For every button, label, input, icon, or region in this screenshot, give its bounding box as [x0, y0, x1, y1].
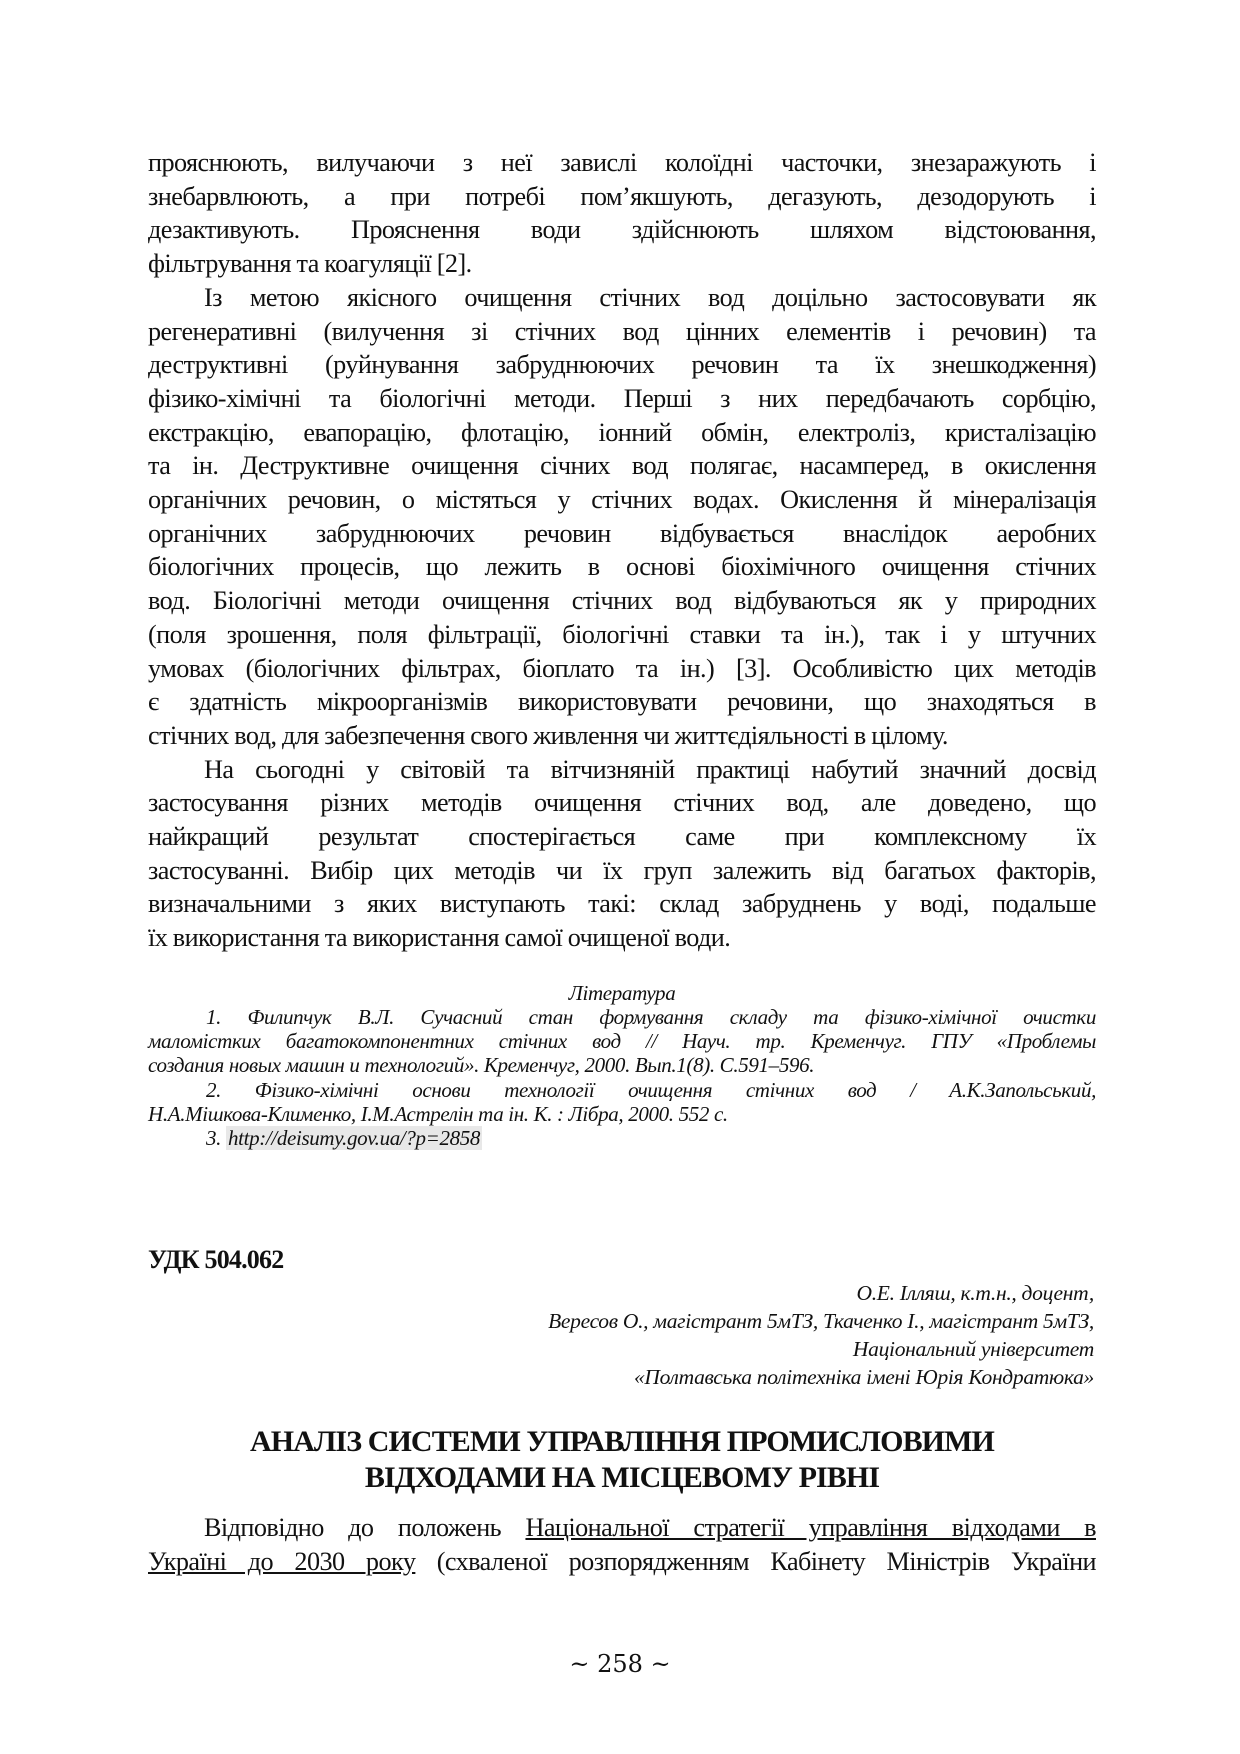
reference-item-2 [148, 1078, 1096, 1126]
text-line: застосуванні. Вибір цих методів чи їх груп залежить від багатьох факторів, [148, 855, 1096, 885]
text-line: умовах (біологічних фільтрах, біоплато та ін.) [3]. Особливістю цих методів [148, 653, 1096, 683]
article-title-line: ВІДХОДАМИ НА МІСЦЕВОМУ РІВНІ [364, 1461, 880, 1494]
reference-line [148, 1126, 1096, 1150]
article-title [148, 1424, 1096, 1496]
reference-line: 2. Фізико-хімічні основи технології очищення стічних вод / А.К.Запольський, [206, 1077, 1096, 1102]
reference-url-link[interactable]: http://deisumy.gov.ua/?p=2858 [227, 1126, 481, 1151]
text-line: регенеративні (вилучення зі стічних вод цінних елементів і речовин) та [148, 316, 1096, 346]
authors-block [548, 1279, 1094, 1391]
article-title-line: АНАЛІЗ СИСТЕМИ УПРАВЛІННЯ ПРОМИСЛОВИМИ [250, 1425, 994, 1458]
text-line: найкращий результат спостерігається саме при комплексному їх [148, 822, 1096, 852]
author-line: Вересов О., магістрант 5мТЗ, Ткаченко І., магістрант 5мТЗ, [548, 1309, 1094, 1333]
text-line: дезактивують. Прояснення води здійснюють шляхом відстоювання, [148, 215, 1096, 245]
intro-text: Відповідно до положень [204, 1513, 526, 1542]
text-line [148, 1545, 1096, 1579]
text-line: Із метою якісного очищення стічних вод доцільно застосовувати як [204, 282, 1096, 312]
reference-item-1 [148, 1005, 1096, 1078]
paragraph-treatment-methods [148, 281, 1096, 753]
text-line: стічних вод, для забезпечення свого живлення чи життєдіяльності в цілому. [148, 720, 948, 750]
text-line: визначальними з яких виступають такі: склад забруднень у воді, подальше [148, 889, 1096, 919]
text-line: є здатність мікроорганізмів використовувати речовини, що знаходяться в [148, 687, 1096, 717]
references-title: Література [568, 980, 676, 1005]
reference-line: 1. Филипчук В.Л. Сучасний стан формування складу та фізико-хімічної очистки [206, 1005, 1096, 1030]
reference-number: 3. [206, 1126, 222, 1151]
reference-line: создания новых машин и технологий». Кременчуг, 2000. Вып.1(8). С.591–596. [148, 1053, 815, 1078]
text-line: вод. Біологічні методи очищення стічних вод відбуваються як у природних [148, 586, 1096, 616]
article-intro-paragraph [148, 1511, 1096, 1578]
reference-line: маломістких багатокомпонентних стічних вод // Науч. тр. Кременчуг. ГПУ «Проблемы [148, 1029, 1096, 1054]
paragraph-practice [148, 753, 1096, 955]
text-line: (поля зрошення, поля фільтрації, біологічні ставки та ін.), так і у штучних [148, 619, 1096, 649]
strategy-link[interactable]: Національної стратегії управління відходами в [525, 1513, 1096, 1542]
reference-item-3 [148, 1126, 1096, 1150]
text-line: фільтрування та коагуляції [2]. [148, 249, 472, 279]
text-line: деструктивні (руйнування забруднюючих речовин та їх знешкодження) [148, 350, 1096, 380]
document-page-body [148, 146, 1096, 1150]
references-section [148, 981, 1096, 1150]
strategy-link-continued[interactable]: Україні до 2030 року [148, 1546, 416, 1576]
text-line: органічних забруднюючих речовин відбувається внаслідок аеробних [148, 518, 1096, 548]
text-line: та ін. Деструктивне очищення січних вод полягає, насамперед, в окислення [148, 451, 1096, 481]
text-line: прояснюють, вилучаючи з неї завислі колоїдні часточки, знезаражують і [148, 148, 1096, 177]
text-line: органічних речовин, о містяться у стічних водах. Окислення й мінералізація [148, 485, 1096, 515]
author-line: О.Е. Ілляш, к.т.н., доцент, [856, 1281, 1094, 1305]
text-line: застосування різних методів очищення стічних вод, але доведено, що [148, 788, 1096, 818]
text-line [148, 1511, 1096, 1545]
text-line: знебарвлюють, а при потребі пом’якшують, дегазують, дезодорують і [148, 181, 1096, 211]
text-line: біологічних процесів, що лежить в основі біохімічного очищення стічних [148, 552, 1096, 582]
text-line: їх використання та використання самої очищеної води. [148, 923, 731, 953]
intro-text: (схваленої розпорядженням Кабінету Міністрів України [415, 1546, 1096, 1576]
reference-line: Н.А.Мішкова-Клименко, І.М.Астрелін та ін. К. : Лібра, 2000. 552 с. [148, 1101, 728, 1126]
affiliation-line: Національний університет [852, 1337, 1094, 1361]
page-number: ~ 258 ~ [569, 1650, 671, 1678]
paragraph-continuation [148, 146, 1096, 281]
text-line: На сьогодні у світовій та вітчизняній практиці набутий значний досвід [204, 754, 1096, 784]
text-line: фізико-хімічні та біологічні методи. Перші з них передбачають сорбцію, [148, 383, 1096, 413]
udk-code: УДК 504.062 [148, 1245, 284, 1274]
text-line: екстракцію, евапорацію, флотацію, іонний обмін, електроліз, кристалізацію [148, 417, 1096, 447]
affiliation-line: «Полтавська політехніка імені Юрія Кондратюка» [633, 1365, 1094, 1389]
